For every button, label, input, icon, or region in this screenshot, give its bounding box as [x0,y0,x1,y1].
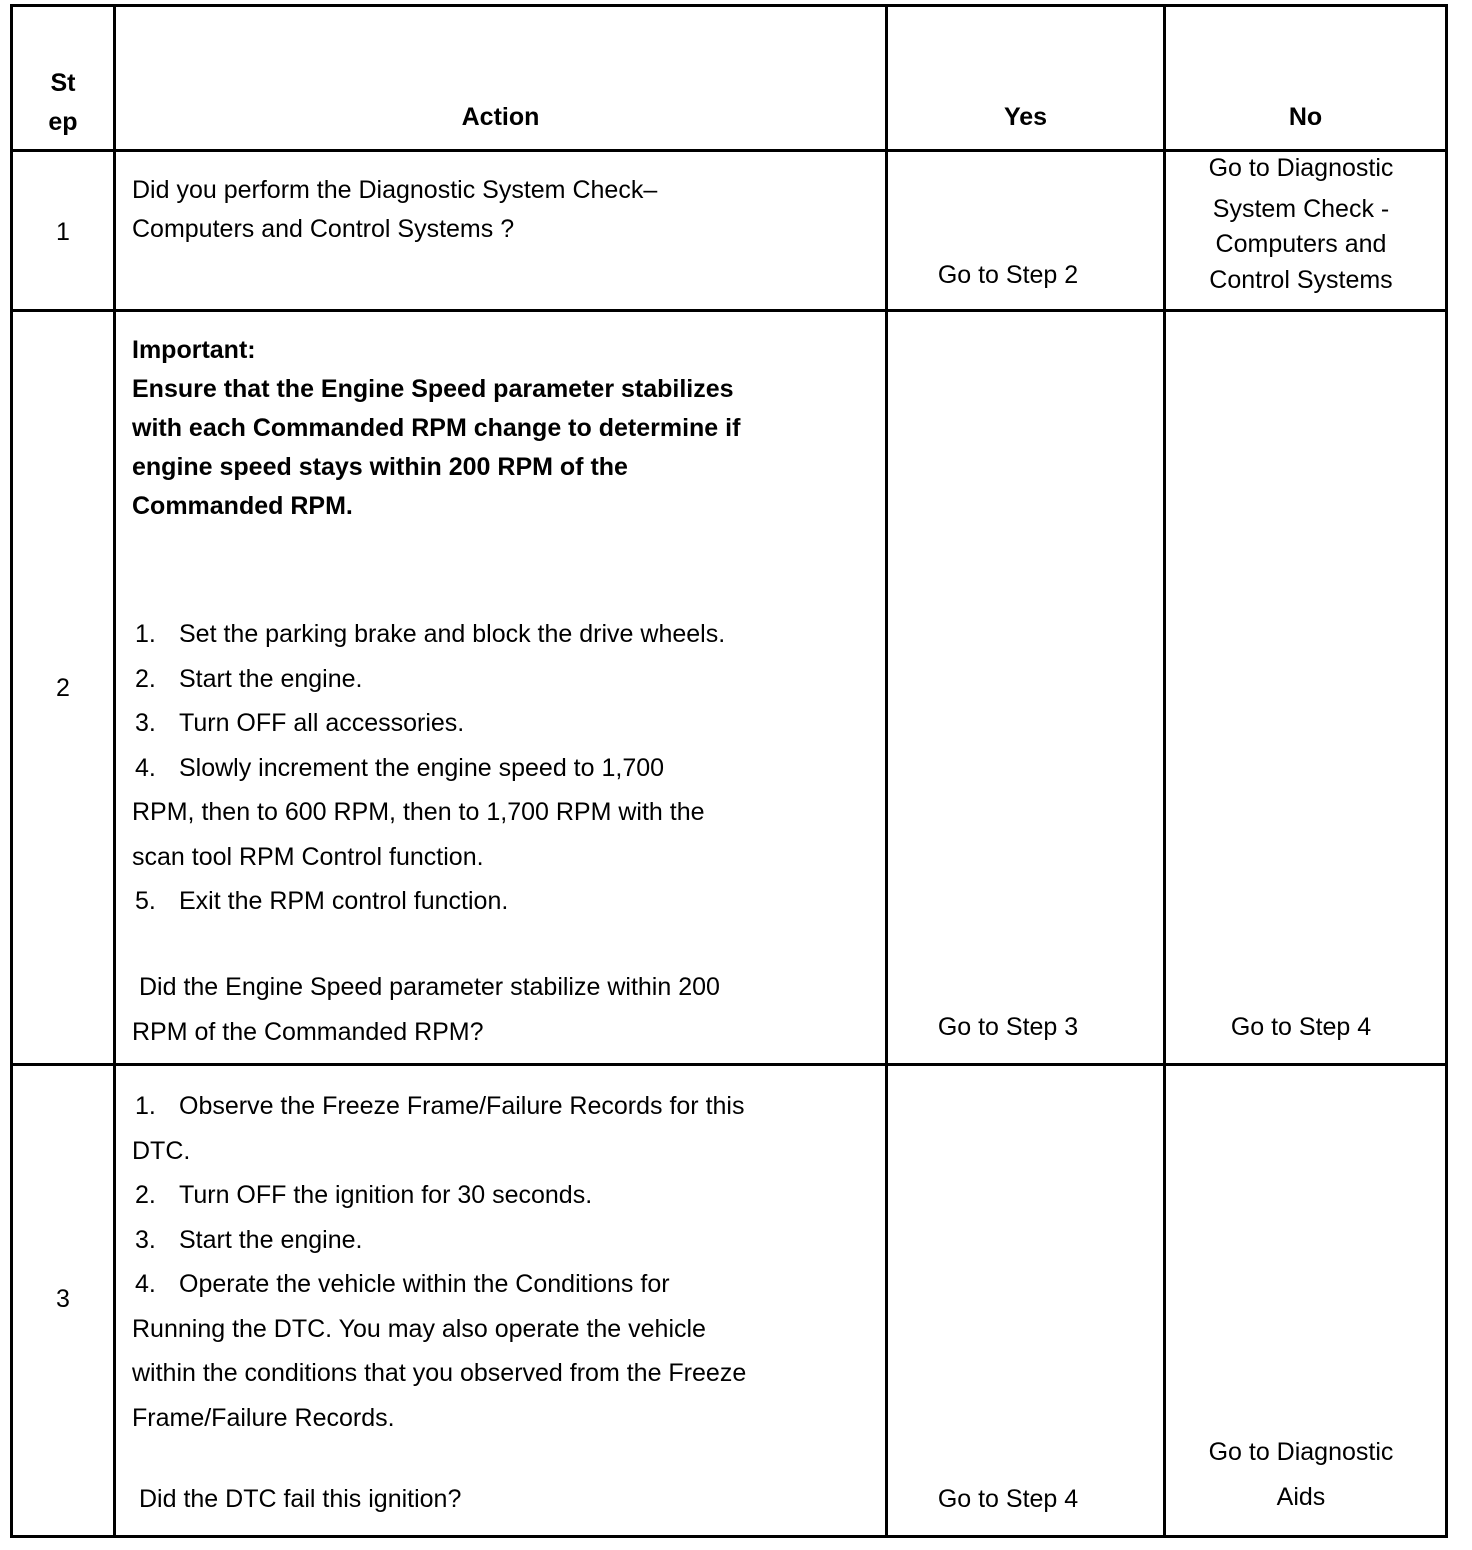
row2-important: Important: Ensure that the Engine Speed parameter stabilizes with each Commanded RPM change to determine if engine speed stays within 200 RPM of the Commanded RPM. [132,336,741,520]
list-item: 2. Start the engine. [135,664,363,693]
row1-action: Did you perform the Diagnostic System Check– Computers and Control Systems ? [132,176,658,243]
row-divider-header [10,149,1448,152]
header-action: Action [461,103,540,131]
table-border-right [1445,4,1448,1538]
column-divider-action [885,4,888,1538]
header-yes: Yes [1003,103,1048,131]
list-item: 5. Exit the RPM control function. [135,887,509,915]
row2-question: Did the Engine Speed parameter stabilize within 200 RPM of the Commanded RPM? [132,973,720,1046]
row3-no: Go to Diagnostic Aids [1208,1438,1394,1511]
row3-yes: Go to Step 4 [937,1485,1079,1513]
row-divider-2 [10,1063,1448,1066]
list-item: 3. Turn OFF all accessories. [135,709,465,737]
row3-question: Did the DTC fail this ignition? [139,1485,462,1513]
row2-step: 2 [56,674,70,702]
list-item: 3. Start the engine. [135,1225,363,1254]
list-item: 2. Turn OFF the ignition for 30 seconds. [135,1181,593,1209]
list-item: 1. Set the parking brake and block the drive wheels. [135,620,726,648]
row1-no: Go to Diagnostic System Check - Computers and Control Systems [1208,154,1394,294]
row2-yes: Go to Step 3 [937,1013,1079,1041]
list-item: 1. Observe the Freeze Frame/Failure Records for this [135,1092,745,1120]
table-border-top [10,4,1448,7]
list-item: 4. Slowly increment the engine speed to 1,700 [135,753,665,782]
row2-steps: 1. Set the parking brake and block the drive wheels. 2. Start the engine. 3. Turn OFF all accessories. 4. Slowly increment the engine speed to 1,700 RPM, then to 600 RPM, then to 1,700 RPM with the scan tool RPM Control function. 5. Exit the RPM control function. [132,612,725,924]
header-step: St ep [48,69,78,136]
row1-yes: Go to Step 2 [937,261,1079,289]
list-item: 4. Operate the vehicle within the Conditions for [135,1270,670,1298]
diagnostic-table [10,4,1448,1538]
row3-steps: 1. Observe the Freeze Frame/Failure Records for this DTC. 2. Turn OFF the ignition for 30 seconds. 3. Start the engine. 4. Operate the vehicle within the Conditions for Running the DTC. You may also operate the vehicle within the conditions that you observed from the Freeze Frame/Failure Records. [132,1084,746,1440]
row-divider-1 [10,309,1448,312]
row2-no: Go to Step 4 [1230,1013,1372,1041]
header-no: No [1288,103,1323,131]
row1-step: 1 [56,218,70,246]
table-border-bottom [10,1535,1448,1538]
row3-step: 3 [56,1285,70,1313]
column-divider-step [113,4,116,1538]
